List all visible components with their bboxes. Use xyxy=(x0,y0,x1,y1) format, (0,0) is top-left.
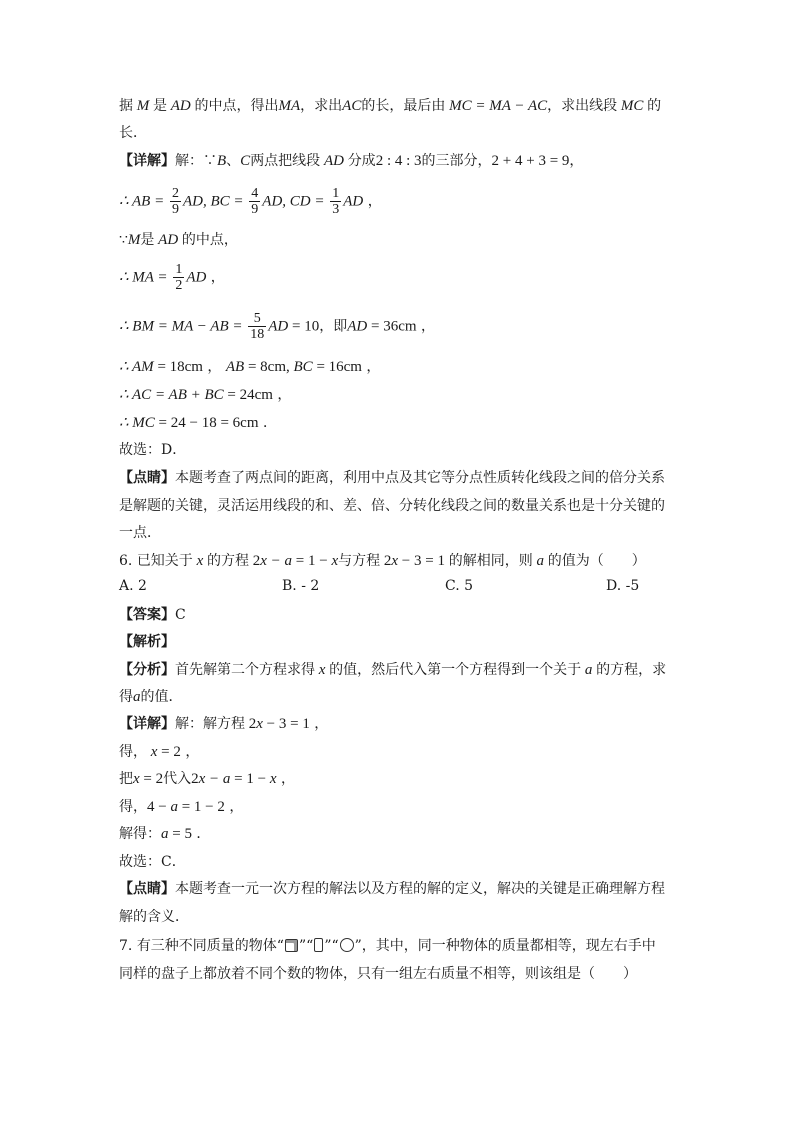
q7-stem-line-2: 同样的盘子上都放着不同个数的物体，只有一组左右质量不相等，则该组是（ ） xyxy=(119,966,637,982)
q5-comment-line-3: 一点． xyxy=(119,525,161,541)
q6-answer: 【答案】C xyxy=(119,607,186,623)
q5-m-midpoint: ∵M是 AD 的中点， xyxy=(119,232,238,248)
q6-detail-line-2: 得， x = 2 ， xyxy=(119,744,200,760)
q5-formula-ac: ∴ AC = AB + BC = 24cm ， xyxy=(119,387,292,403)
q6-fenxi-line-2: 得a的值． xyxy=(119,689,183,705)
q5-comment-line-1: 【点睛】本题考查了两点间的距离，利用中点及其它等分点性质转化线段之间的倍分关系 xyxy=(119,470,665,486)
q6-detail-line-4: 得，4 − a = 1 − 2 ， xyxy=(119,799,244,815)
q5-formula-am: ∴ AM = 18cm ， AB = 8cm, BC = 16cm ， xyxy=(119,359,381,375)
q5-formula-ab-bc-cd: ∴ AB = $\frac{2}{9}$ AD, BC = $\frac{4}{9}$ AD, CD = $\frac{1}{3}$ AD ， xyxy=(119,186,382,217)
q6-options xyxy=(119,578,679,598)
q5-detail-line-1: 【详解】解：∵B、C两点把线段 AD 分成2 : 4 : 3的三部分，2 + 4 + 3 = 9， xyxy=(119,153,584,169)
q7-stem-line-1: 7. 有三种不同质量的物体“ ”“ ”“ ”，其中，同一种物体的质量都相等，现左右手中 xyxy=(119,938,656,954)
cube-icon xyxy=(285,939,298,952)
cylinder-icon xyxy=(314,938,323,952)
option-d: D. -5 xyxy=(606,578,640,594)
q6-detail-line-3: 把x = 2代入2x − a = 1 − x ， xyxy=(119,771,295,787)
q6-stem: 6. 已知关于 x 的方程 2x − a = 1 − x与方程 2x − 3 = 1 的解相同，则 a 的值为（ ） xyxy=(119,553,646,569)
option-b: B. - 2 xyxy=(282,578,320,594)
q5-formula-bm: ∴ BM = MA − AB = $\frac{5}{18}$ AD = 10，即AD = 36cm ， xyxy=(119,311,435,342)
option-a: A. 2 xyxy=(119,578,147,594)
q6-choice: 故选：C． xyxy=(119,854,186,870)
q6-analysis-tag: 【解析】 xyxy=(119,634,175,650)
q5-formula-ma: ∴ MA = $\frac{1}{2}$ AD ， xyxy=(119,262,225,293)
q5-comment-line-2: 是解题的关键，灵活运用线段的和、差、倍、分转化线段之间的数量关系也是十分关键的 xyxy=(119,498,665,514)
option-c: C. 5 xyxy=(445,578,474,594)
q6-detail-line-5: 解得：a = 5 ． xyxy=(119,826,211,842)
ball-icon xyxy=(340,938,354,952)
q6-comment-line-1: 【点睛】本题考查一元一次方程的解法以及方程的解的定义，解决的关键是正确理解方程 xyxy=(119,881,665,897)
detail-tag: 【详解】 xyxy=(119,153,175,169)
intro-line-2: 长． xyxy=(119,125,147,141)
intro-line-1: 据 M 是 AD 的中点，得出MA，求出AC的长，最后由 MC = MA − AC，求出线段 MC 的 xyxy=(119,98,662,114)
q6-detail-line-1: 【详解】解：解方程 2x − 3 = 1 ， xyxy=(119,716,329,732)
q6-fenxi-line-1: 【分析】首先解第二个方程求得 x 的值，然后代入第一个方程得到一个关于 a 的方程，求 xyxy=(119,662,667,678)
q6-comment-line-2: 解的含义． xyxy=(119,909,189,925)
q5-formula-mc: ∴ MC = 24 − 18 = 6cm ． xyxy=(119,415,277,431)
q5-choice: 故选：D． xyxy=(119,442,187,458)
